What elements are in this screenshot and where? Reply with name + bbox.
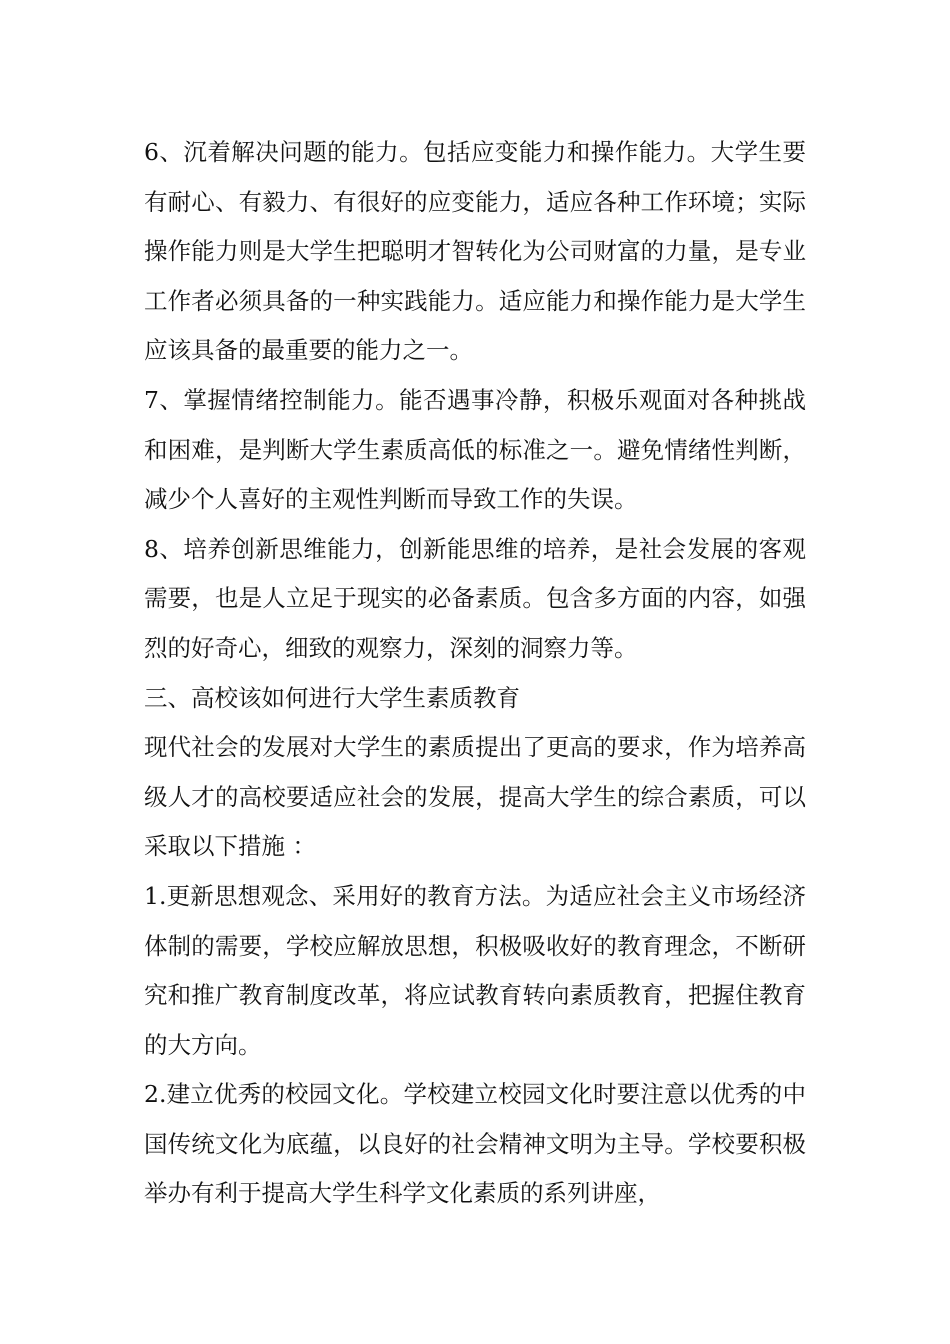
paragraph-measure-1: 1.更新思想观念、采用好的教育方法。为适应社会主义市场经济体制的需要，学校应解放思想，积极吸收好的教育理念，不断研究和推广教育制度改革，将应试教育转向素质教育，把握住教育的大方向。 <box>144 881 806 1059</box>
paragraph-intro: 现代社会的发展对大学生的素质提出了更高的要求，作为培养高级人才的高校要适应社会的发展，提高大学生的综合素质，可以采取以下措施 ： <box>144 733 806 861</box>
paragraph-measure-2: 2.建立优秀的校园文化。学校建立校园文化时要注意以优秀的中国传统文化为底蕴，以良好的社会精神文明为主导。学校要积极举办有利于提高大学生科学文化素质的系列讲座， <box>144 1080 806 1208</box>
document-body <box>144 128 806 1219</box>
paragraph-item-8: 8、培养创新思维能力，创新能思维的培养，是社会发展的客观需要，也是人立足于现实的必备素质。包含多方面的内容，如强烈的好奇心，细致的观察力，深刻的洞察力等。 <box>144 534 806 662</box>
paragraph-item-6: 6、沉着解决问题的能力。包括应变能力和操作能力。大学生要有耐心、有毅力、有很好的应变能力，适应各种工作环境；实际操作能力则是大学生把聪明才智转化为公司财富的力量，是专业工作者必须具备的一种实践能力。适应能力和操作能力是大学生应该具备的最重要的能力之一。 <box>144 138 806 365</box>
section-heading: 三、高校该如何进行大学生素质教育 <box>144 683 520 712</box>
paragraph-item-7: 7、掌握情绪控制能力。能否遇事冷静，积极乐观面对各种挑战和困难，是判断大学生素质高低的标准之一。避免情绪性判断，减少个人喜好的主观性判断而导致工作的失误。 <box>144 385 806 514</box>
